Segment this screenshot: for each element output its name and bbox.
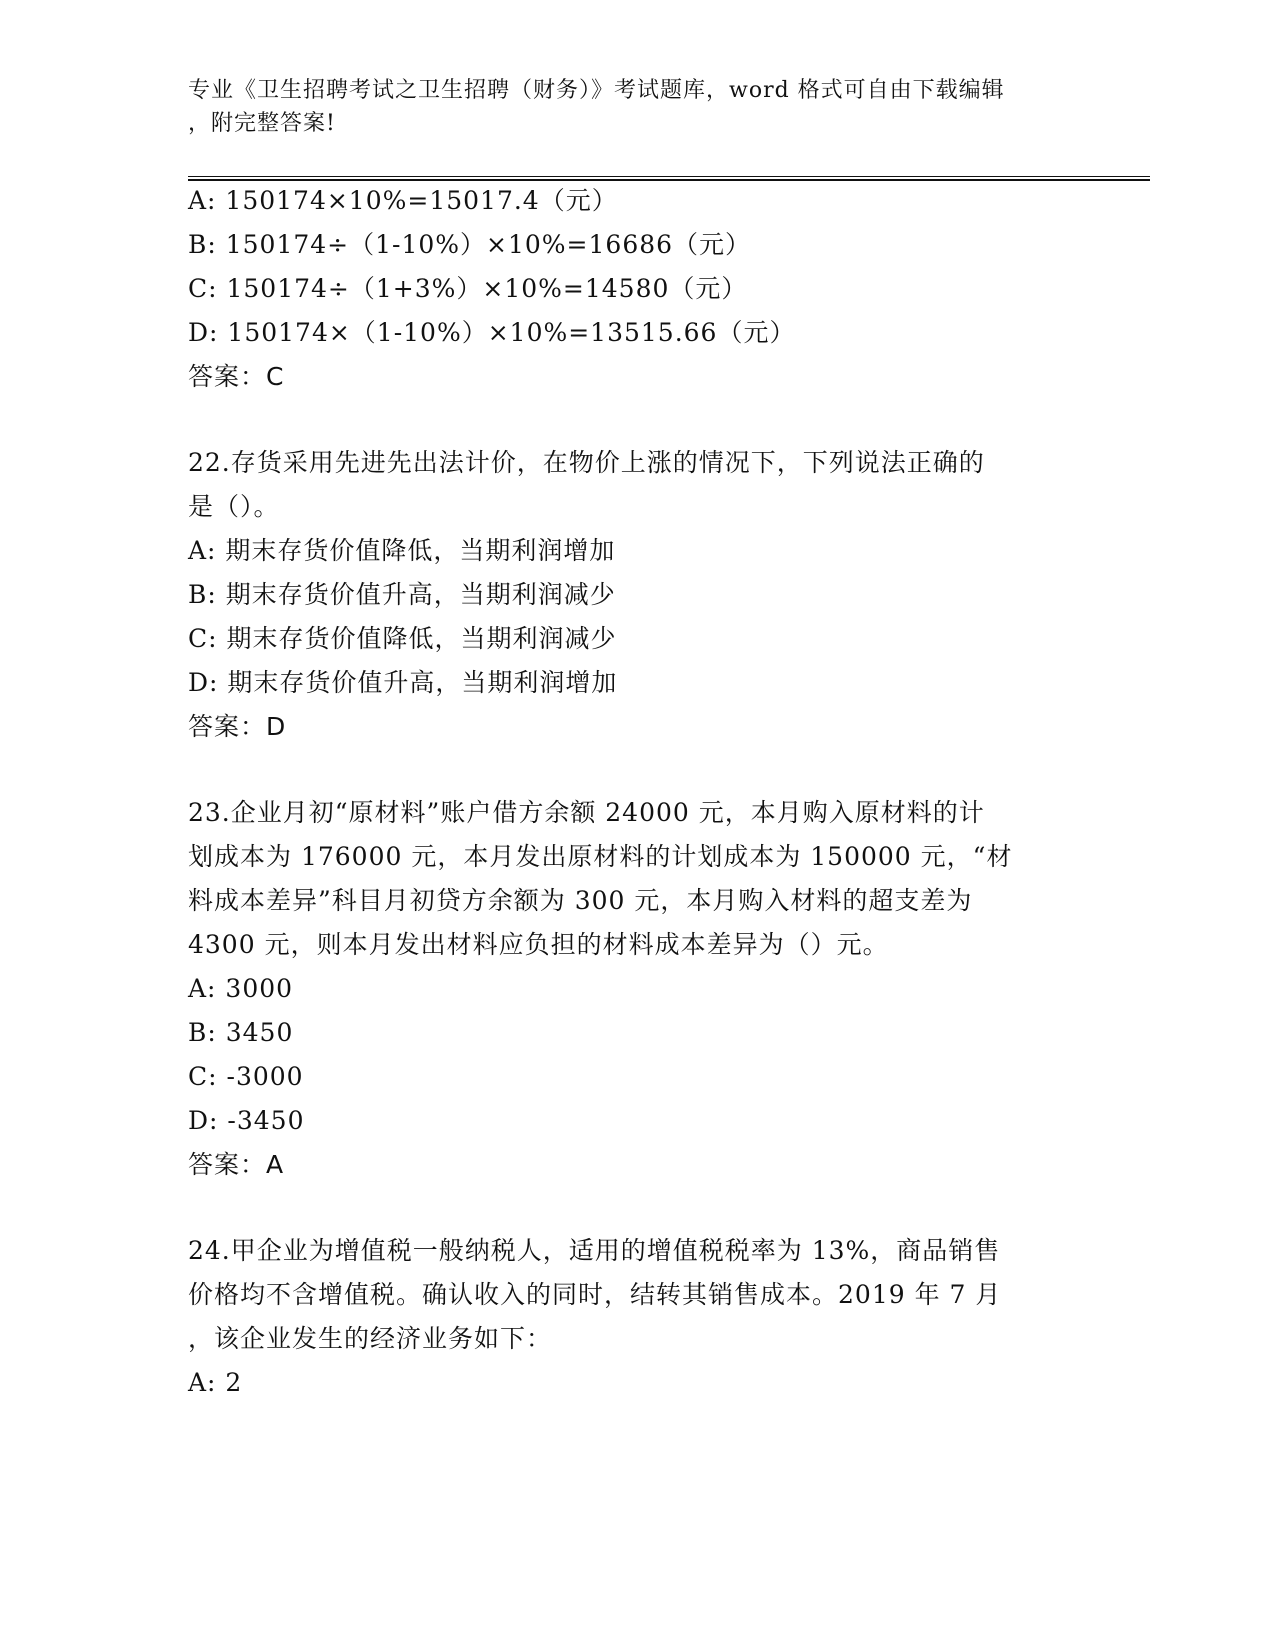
q23-stem-line-3: 料成本差异”科目月初贷方余额为 300 元，本月购入材料的超支差为 — [188, 886, 973, 915]
q23-option-c: C: -3000 — [188, 1062, 304, 1091]
q23-stem-line-4: 4300 元，则本月发出材料应负担的材料成本差异为（）元。 — [188, 930, 889, 959]
q23-answer: 答案：A — [188, 1150, 285, 1179]
q21-option-d: D: 150174×（1-10%）×10%=13515.66（元） — [188, 318, 796, 347]
q24-option-a: A: 2 — [188, 1368, 243, 1397]
q23-stem-line-2: 划成本为 176000 元，本月发出原材料的计划成本为 150000 元，“材 — [188, 842, 1013, 871]
q24-stem-line-1: 24.甲企业为增值税一般纳税人，适用的增值税税率为 13%，商品销售 — [188, 1236, 1001, 1265]
header-divider-thin — [188, 176, 1150, 177]
q21-option-a: A: 150174×10%=15017.4（元） — [188, 186, 618, 215]
header-line-1: 专业《卫生招聘考试之卫生招聘（财务）》考试题库，word 格式可自由下载编辑 — [188, 78, 1005, 103]
q22-answer: 答案：D — [188, 712, 287, 741]
q23-option-d: D: -3450 — [188, 1106, 305, 1135]
header-line-2: ，附完整答案! — [188, 111, 336, 136]
q22-option-d: D: 期末存货价值升高，当期利润增加 — [188, 668, 618, 697]
q22-option-c: C: 期末存货价值降低，当期利润减少 — [188, 624, 617, 653]
document-header — [188, 74, 1068, 140]
q24-stem-line-3: ，该企业发生的经济业务如下： — [188, 1324, 553, 1353]
q24-stem-line-2: 价格均不含增值税。确认收入的同时，结转其销售成本。2019 年 7 月 — [188, 1280, 1002, 1309]
q23-option-b: B: 3450 — [188, 1018, 294, 1047]
q22-option-b: B: 期末存货价值升高，当期利润减少 — [188, 580, 616, 609]
q21-answer: 答案：C — [188, 362, 285, 391]
q23-stem-line-1: 23.企业月初“原材料”账户借方余额 24000 元，本月购入原材料的计 — [188, 798, 985, 827]
q21-option-b: B: 150174÷（1-10%）×10%=16686（元） — [188, 230, 752, 259]
q21-option-c: C: 150174÷（1+3%）×10%=14580（元） — [188, 274, 748, 303]
q23-option-a: A: 3000 — [188, 974, 294, 1003]
header-divider-thick — [188, 179, 1150, 181]
q22-stem-line-1: 22.存货采用先进先出法计价，在物价上涨的情况下，下列说法正确的 — [188, 448, 985, 477]
q22-stem-line-2: 是（）。 — [188, 492, 280, 521]
q22-option-a: A: 期末存货价值降低，当期利润增加 — [188, 536, 616, 565]
